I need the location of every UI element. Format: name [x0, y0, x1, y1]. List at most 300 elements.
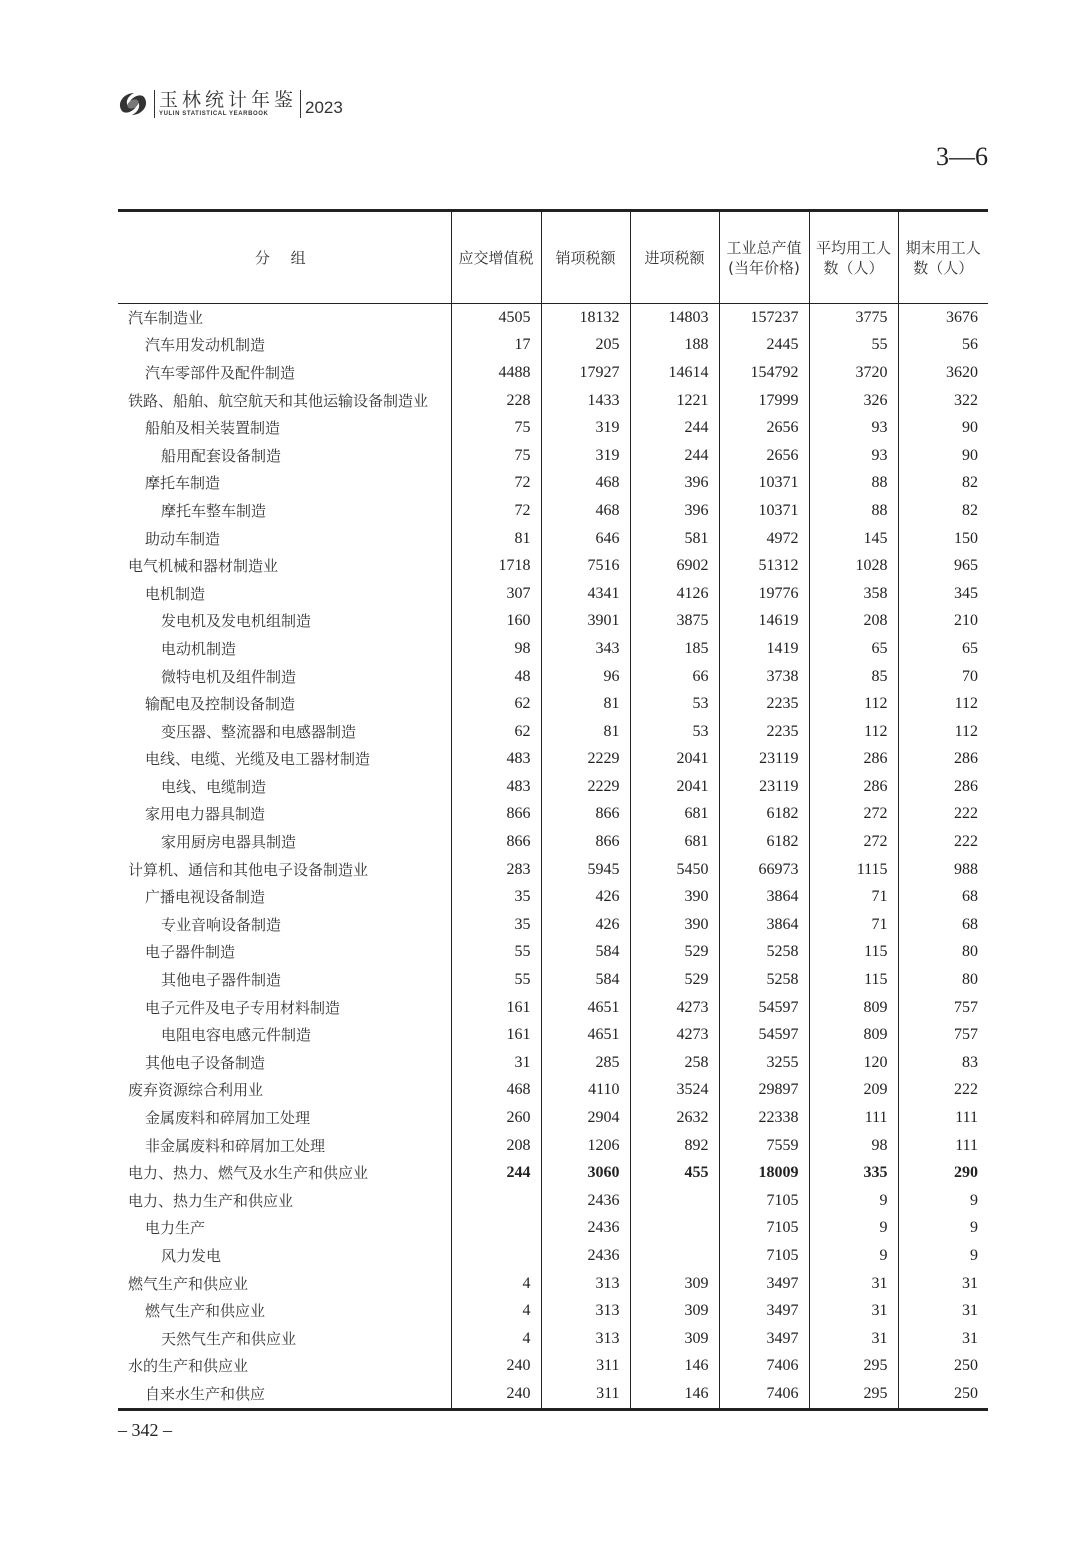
cell-value: 65	[809, 635, 898, 663]
cell-value: 115	[809, 939, 898, 967]
cell-value: 31	[451, 1049, 541, 1077]
column-header-group	[118, 211, 451, 304]
column-header-label: 平均用工人	[815, 238, 891, 257]
table-row	[118, 856, 988, 884]
cell-value: 98	[809, 1132, 898, 1160]
cell-value: 35	[451, 883, 541, 911]
table-row	[118, 1132, 988, 1160]
cell-value: 81	[541, 690, 630, 718]
cell-value: 90	[898, 442, 988, 470]
row-label: 铁路、船舶、航空航天和其他运输设备制造业	[128, 391, 429, 410]
cell-value: 6182	[719, 801, 809, 829]
cell-value: 866	[451, 801, 541, 829]
column-header	[541, 211, 630, 304]
cell-value: 80	[898, 939, 988, 967]
cell-value: 4972	[719, 525, 809, 553]
cell-value: 55	[451, 966, 541, 994]
cell-value: 4110	[541, 1077, 630, 1105]
cell-value: 81	[451, 525, 541, 553]
table-row	[118, 939, 988, 967]
cell-value: 1206	[541, 1132, 630, 1160]
table-row	[118, 1104, 988, 1132]
cell-value: 5258	[719, 939, 809, 967]
cell-value: 3255	[719, 1049, 809, 1077]
cell-value: 4341	[541, 580, 630, 608]
cell-value: 55	[809, 332, 898, 360]
cell-value: 1028	[809, 552, 898, 580]
cell-value: 112	[809, 718, 898, 746]
cell-value: 14619	[719, 608, 809, 636]
cell-value: 244	[630, 442, 719, 470]
cell-value: 222	[898, 828, 988, 856]
table-row	[118, 497, 988, 525]
cell-value: 17	[451, 332, 541, 360]
cell-value: 111	[809, 1104, 898, 1132]
cell-value: 10371	[719, 497, 809, 525]
column-header-label: (当年价格)	[728, 258, 800, 277]
column-header	[809, 211, 898, 304]
cell-value: 82	[898, 470, 988, 498]
table-row	[118, 718, 988, 746]
cell-value: 260	[451, 1104, 541, 1132]
cell-value: 17927	[541, 359, 630, 387]
cell-value: 55	[451, 939, 541, 967]
cell-value: 66	[630, 663, 719, 691]
row-label: 汽车用发动机制造	[145, 336, 266, 355]
cell-value: 396	[630, 497, 719, 525]
yearbook-logo-icon	[116, 89, 150, 119]
cell-value: 322	[898, 387, 988, 415]
row-label: 天然气生产和供应业	[161, 1329, 297, 1348]
column-header-label: 数（人）	[823, 258, 884, 277]
table-number: 3—6	[936, 142, 988, 171]
cell-value: 2445	[719, 332, 809, 360]
cell-value: 22338	[719, 1104, 809, 1132]
table-row	[118, 1159, 988, 1187]
cell-value: 2904	[541, 1104, 630, 1132]
cell-value: 150	[898, 525, 988, 553]
column-header	[630, 211, 719, 304]
cell-value: 19776	[719, 580, 809, 608]
row-label: 家用电力器具制造	[145, 805, 266, 824]
cell-value: 2436	[541, 1187, 630, 1215]
cell-value: 326	[809, 387, 898, 415]
table-header-row	[118, 211, 988, 304]
yearbook-title-en: YULIN STATISTICAL YEARBOOK	[159, 111, 269, 117]
row-label: 电气机械和器材制造业	[128, 557, 279, 576]
row-label: 电机制造	[145, 584, 206, 603]
cell-value: 62	[451, 690, 541, 718]
cell-value: 2229	[541, 746, 630, 774]
cell-value: 3738	[719, 663, 809, 691]
cell-value: 1433	[541, 387, 630, 415]
cell-value: 4273	[630, 994, 719, 1022]
cell-value: 584	[541, 966, 630, 994]
cell-value: 4	[451, 1325, 541, 1353]
yearbook-title-cn: 玉林统计年鉴	[159, 89, 298, 111]
cell-value: 313	[541, 1297, 630, 1325]
cell-value: 17999	[719, 387, 809, 415]
column-header-label: 进项税额	[644, 248, 705, 267]
cell-value: 35	[451, 911, 541, 939]
cell-value: 31	[809, 1270, 898, 1298]
row-label: 风力发电	[161, 1246, 222, 1265]
cell-value: 14614	[630, 359, 719, 387]
table-row	[118, 746, 988, 774]
cell-value: 4651	[541, 994, 630, 1022]
cell-value: 75	[451, 442, 541, 470]
cell-value: 3775	[809, 304, 898, 332]
row-label: 电力、热力、燃气及水生产和供应业	[128, 1164, 369, 1183]
cell-value: 1115	[809, 856, 898, 884]
cell-value: 3060	[541, 1159, 630, 1187]
table-row	[118, 1021, 988, 1049]
cell-value: 3620	[898, 359, 988, 387]
cell-value: 68	[898, 883, 988, 911]
row-label: 船舶及相关装置制造	[145, 419, 281, 438]
row-label: 汽车制造业	[128, 308, 204, 327]
table-row	[118, 911, 988, 939]
cell-value: 3720	[809, 359, 898, 387]
cell-value: 311	[541, 1380, 630, 1409]
cell-value: 90	[898, 414, 988, 442]
cell-value: 160	[451, 608, 541, 636]
cell-value: 313	[541, 1270, 630, 1298]
cell-value: 319	[541, 414, 630, 442]
cell-value: 120	[809, 1049, 898, 1077]
row-label: 专业音响设备制造	[161, 915, 282, 934]
table-row	[118, 966, 988, 994]
cell-value: 72	[451, 497, 541, 525]
cell-value: 4273	[630, 1021, 719, 1049]
cell-value: 112	[898, 718, 988, 746]
page-number: – 342 –	[118, 1420, 172, 1440]
cell-value: 313	[541, 1325, 630, 1353]
cell-value: 2041	[630, 746, 719, 774]
table-row	[118, 332, 988, 360]
table-row	[118, 608, 988, 636]
cell-value: 5258	[719, 966, 809, 994]
cell-value: 681	[630, 801, 719, 829]
cell-value: 426	[541, 883, 630, 911]
cell-value: 85	[809, 663, 898, 691]
cell-value: 5945	[541, 856, 630, 884]
cell-value: 250	[898, 1353, 988, 1381]
cell-value: 455	[630, 1159, 719, 1187]
cell-value: 7516	[541, 552, 630, 580]
logo-divider	[154, 90, 155, 118]
table-row	[118, 414, 988, 442]
row-label: 电线、电缆制造	[161, 777, 267, 796]
row-label: 电力、热力生产和供应业	[128, 1191, 294, 1210]
cell-value: 272	[809, 801, 898, 829]
cell-value: 161	[451, 994, 541, 1022]
table-row	[118, 1049, 988, 1077]
row-label: 输配电及控制设备制造	[145, 695, 296, 714]
cell-value: 9	[809, 1187, 898, 1215]
cell-value: 3497	[719, 1325, 809, 1353]
cell-value: 1419	[719, 635, 809, 663]
cell-value	[630, 1215, 719, 1243]
column-header-label: 应交增值税	[458, 248, 534, 267]
cell-value: 29897	[719, 1077, 809, 1105]
cell-value: 146	[630, 1380, 719, 1409]
cell-value: 7559	[719, 1132, 809, 1160]
cell-value: 23119	[719, 746, 809, 774]
cell-value: 112	[898, 690, 988, 718]
cell-value: 75	[451, 414, 541, 442]
table-row	[118, 1242, 988, 1270]
table-row	[118, 359, 988, 387]
table-row	[118, 801, 988, 829]
table-row	[118, 883, 988, 911]
row-label: 电力生产	[145, 1219, 206, 1238]
cell-value: 3497	[719, 1270, 809, 1298]
cell-value: 681	[630, 828, 719, 856]
cell-value: 311	[541, 1353, 630, 1381]
table-row	[118, 635, 988, 663]
statistics-table	[118, 209, 988, 1411]
row-label: 其他电子设备制造	[145, 1053, 266, 1072]
cell-value: 88	[809, 497, 898, 525]
cell-value: 53	[630, 690, 719, 718]
cell-value: 4126	[630, 580, 719, 608]
cell-value: 7105	[719, 1242, 809, 1270]
row-label: 家用厨房电器具制造	[161, 833, 297, 852]
cell-value: 286	[898, 773, 988, 801]
cell-value: 208	[451, 1132, 541, 1160]
cell-value: 18132	[541, 304, 630, 332]
column-header-label: 期末用工人	[905, 238, 981, 257]
cell-value: 343	[541, 635, 630, 663]
cell-value: 31	[809, 1297, 898, 1325]
cell-value: 98	[451, 635, 541, 663]
cell-value: 285	[541, 1049, 630, 1077]
cell-value: 483	[451, 773, 541, 801]
yearbook-year: 2023	[305, 98, 343, 117]
cell-value: 111	[898, 1104, 988, 1132]
cell-value: 240	[451, 1380, 541, 1409]
cell-value: 309	[630, 1270, 719, 1298]
cell-value: 258	[630, 1049, 719, 1077]
table-row	[118, 442, 988, 470]
row-label: 助动车制造	[145, 529, 221, 548]
cell-value: 56	[898, 332, 988, 360]
cell-value: 307	[451, 580, 541, 608]
cell-value: 7105	[719, 1187, 809, 1215]
row-label: 船用配套设备制造	[161, 446, 282, 465]
column-header-label: 工业总产值	[726, 238, 802, 257]
cell-value: 88	[809, 470, 898, 498]
cell-value	[630, 1187, 719, 1215]
row-label: 汽车零部件及配件制造	[145, 363, 296, 382]
cell-value: 309	[630, 1297, 719, 1325]
table-row	[118, 690, 988, 718]
table-row	[118, 1215, 988, 1243]
row-label: 其他电子器件制造	[161, 971, 282, 990]
table-row	[118, 1325, 988, 1353]
cell-value: 222	[898, 1077, 988, 1105]
cell-value: 188	[630, 332, 719, 360]
cell-value: 31	[898, 1270, 988, 1298]
cell-value: 68	[898, 911, 988, 939]
cell-value: 48	[451, 663, 541, 691]
cell-value: 7406	[719, 1380, 809, 1409]
row-label: 计算机、通信和其他电子设备制造业	[128, 860, 369, 879]
cell-value: 154792	[719, 359, 809, 387]
cell-value: 319	[541, 442, 630, 470]
cell-value: 157237	[719, 304, 809, 332]
row-label: 摩托车制造	[145, 474, 221, 493]
cell-value: 54597	[719, 1021, 809, 1049]
table-row	[118, 304, 988, 332]
row-label: 电线、电缆、光缆及电工器材制造	[145, 750, 371, 769]
cell-value: 4	[451, 1297, 541, 1325]
cell-value: 9	[809, 1242, 898, 1270]
cell-value: 9	[898, 1187, 988, 1215]
row-label: 摩托车整车制造	[161, 501, 267, 520]
cell-value: 3901	[541, 608, 630, 636]
cell-value: 529	[630, 966, 719, 994]
cell-value: 96	[541, 663, 630, 691]
cell-value: 222	[898, 801, 988, 829]
cell-value: 5450	[630, 856, 719, 884]
cell-value: 2229	[541, 773, 630, 801]
column-header	[719, 211, 809, 304]
cell-value: 80	[898, 966, 988, 994]
cell-value: 892	[630, 1132, 719, 1160]
cell-value: 112	[809, 690, 898, 718]
cell-value: 4488	[451, 359, 541, 387]
cell-value: 2041	[630, 773, 719, 801]
row-label: 废弃资源综合利用业	[128, 1081, 264, 1100]
cell-value: 83	[898, 1049, 988, 1077]
cell-value: 31	[898, 1325, 988, 1353]
table-row	[118, 994, 988, 1022]
cell-value: 6902	[630, 552, 719, 580]
cell-value: 161	[451, 1021, 541, 1049]
cell-value: 9	[898, 1242, 988, 1270]
cell-value: 295	[809, 1380, 898, 1409]
cell-value: 757	[898, 1021, 988, 1049]
row-label: 微特电机及组件制造	[161, 667, 297, 686]
cell-value: 1718	[451, 552, 541, 580]
cell-value: 468	[541, 497, 630, 525]
cell-value: 3497	[719, 1297, 809, 1325]
cell-value: 31	[809, 1325, 898, 1353]
cell-value: 145	[809, 525, 898, 553]
cell-value: 988	[898, 856, 988, 884]
row-label: 电阻电容电感元件制造	[161, 1026, 312, 1045]
cell-value: 866	[451, 828, 541, 856]
cell-value: 72	[451, 470, 541, 498]
cell-value: 646	[541, 525, 630, 553]
cell-value: 358	[809, 580, 898, 608]
cell-value: 483	[451, 746, 541, 774]
cell-value: 2632	[630, 1104, 719, 1132]
column-header-label: 分 组	[254, 248, 314, 267]
cell-value: 62	[451, 718, 541, 746]
cell-value: 10371	[719, 470, 809, 498]
cell-value: 4505	[451, 304, 541, 332]
table-row	[118, 525, 988, 553]
cell-value: 9	[809, 1215, 898, 1243]
cell-value: 396	[630, 470, 719, 498]
cell-value: 866	[541, 801, 630, 829]
cell-value: 468	[451, 1077, 541, 1105]
row-label: 燃气生产和供应业	[145, 1302, 266, 1321]
cell-value: 272	[809, 828, 898, 856]
cell-value: 9	[898, 1215, 988, 1243]
cell-value: 240	[451, 1353, 541, 1381]
cell-value: 2656	[719, 414, 809, 442]
cell-value: 244	[630, 414, 719, 442]
cell-value: 426	[541, 911, 630, 939]
cell-value: 2235	[719, 690, 809, 718]
cell-value: 93	[809, 414, 898, 442]
cell-value: 205	[541, 332, 630, 360]
row-label: 发电机及发电机组制造	[161, 612, 312, 631]
row-label: 金属废料和碎屑加工处理	[145, 1109, 311, 1128]
row-label: 电动机制造	[161, 639, 237, 658]
table-row	[118, 773, 988, 801]
column-header-label: 销项税额	[555, 248, 616, 267]
cell-value: 286	[898, 746, 988, 774]
cell-value: 53	[630, 718, 719, 746]
cell-value: 581	[630, 525, 719, 553]
cell-value: 23119	[719, 773, 809, 801]
cell-value: 65	[898, 635, 988, 663]
cell-value: 3676	[898, 304, 988, 332]
cell-value: 228	[451, 387, 541, 415]
cell-value: 335	[809, 1159, 898, 1187]
cell-value: 70	[898, 663, 988, 691]
cell-value: 82	[898, 497, 988, 525]
cell-value: 7105	[719, 1215, 809, 1243]
cell-value	[451, 1187, 541, 1215]
cell-value: 529	[630, 939, 719, 967]
table-body	[118, 304, 988, 1410]
row-label: 电子器件制造	[145, 943, 236, 962]
cell-value: 81	[541, 718, 630, 746]
row-label: 电子元件及电子专用材料制造	[145, 998, 341, 1017]
cell-value: 31	[898, 1297, 988, 1325]
table-row	[118, 387, 988, 415]
cell-value: 4651	[541, 1021, 630, 1049]
cell-value: 71	[809, 911, 898, 939]
cell-value: 390	[630, 883, 719, 911]
yearbook-header	[116, 88, 343, 120]
cell-value: 965	[898, 552, 988, 580]
cell-value: 6182	[719, 828, 809, 856]
cell-value: 14803	[630, 304, 719, 332]
cell-value: 309	[630, 1325, 719, 1353]
cell-value: 3864	[719, 911, 809, 939]
cell-value: 390	[630, 911, 719, 939]
cell-value: 290	[898, 1159, 988, 1187]
cell-value: 286	[809, 746, 898, 774]
cell-value: 2436	[541, 1215, 630, 1243]
cell-value: 345	[898, 580, 988, 608]
cell-value: 3875	[630, 608, 719, 636]
table-row	[118, 470, 988, 498]
cell-value: 210	[898, 608, 988, 636]
row-label: 广播电视设备制造	[145, 888, 266, 907]
cell-value: 66973	[719, 856, 809, 884]
cell-value: 115	[809, 966, 898, 994]
cell-value	[630, 1242, 719, 1270]
cell-value: 3524	[630, 1077, 719, 1105]
